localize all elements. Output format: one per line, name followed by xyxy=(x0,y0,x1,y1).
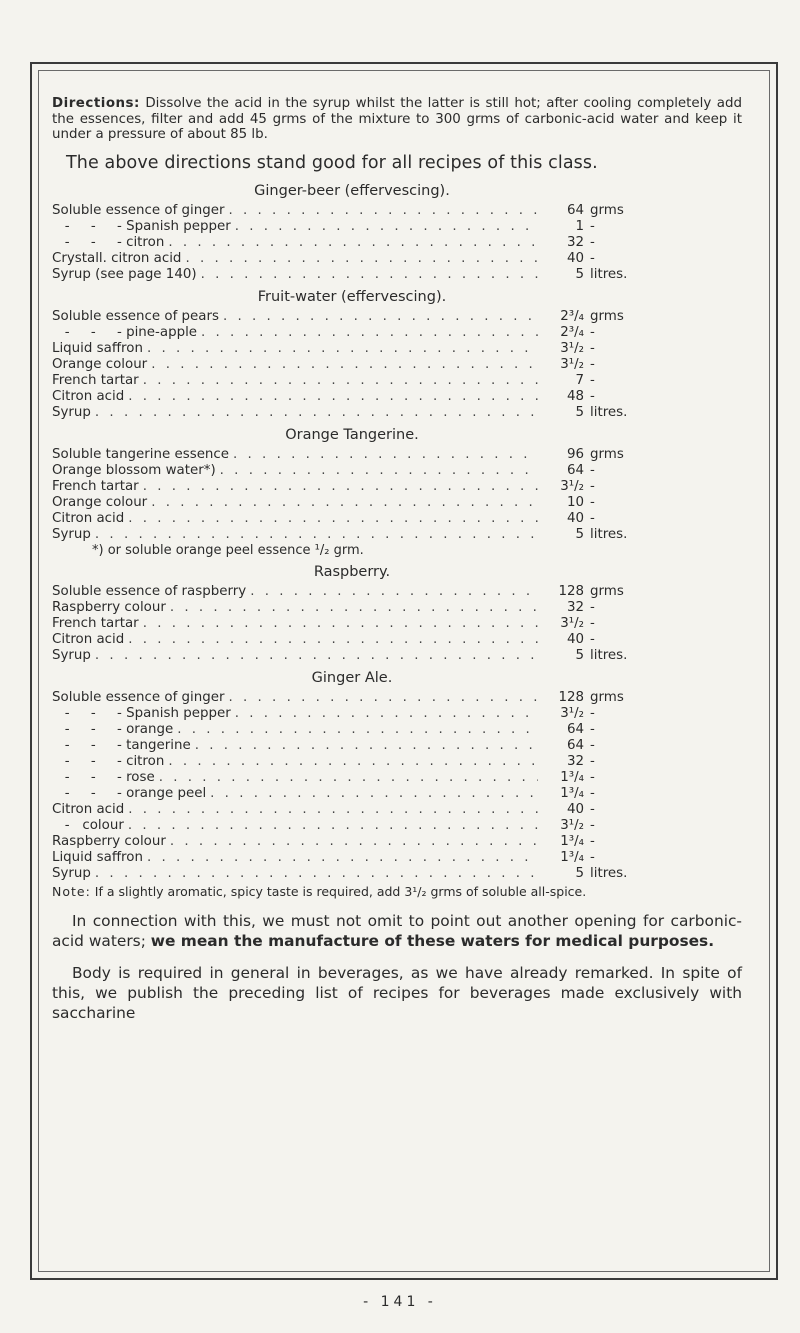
ingredient-name: Citron acid xyxy=(52,631,125,647)
ingredient-name: Soluble tangerine essence xyxy=(52,446,230,462)
leader-dots xyxy=(151,357,538,373)
ingredient-row xyxy=(52,341,652,357)
ingredient-name: Citron acid xyxy=(52,801,125,817)
ingredient-amount: 3¹/₂ xyxy=(560,356,584,372)
ingredient-unit: - xyxy=(590,721,595,737)
body-text-part2: Body is required in general in beverages, as we have already remarked. In spite of this, we publish the preceding list of recipes for beverages made exclusively with saccharine xyxy=(52,963,742,1022)
ingredient-row xyxy=(52,786,652,802)
leader-dots xyxy=(168,235,538,251)
ingredient-name: - - - orange peel xyxy=(52,785,207,801)
ingredient-unit: - xyxy=(590,324,595,340)
leader-dots xyxy=(147,341,538,357)
ingredient-row xyxy=(52,235,652,251)
ingredient-row xyxy=(52,389,652,405)
leader-dots xyxy=(170,834,538,850)
leader-dots xyxy=(170,600,538,616)
recipe-list xyxy=(52,183,742,882)
ingredient-name: Citron acid xyxy=(52,510,125,526)
ingredient-row xyxy=(52,267,652,283)
ingredient-amount: 3¹/₂ xyxy=(560,478,584,494)
leader-dots xyxy=(233,447,538,463)
leader-dots xyxy=(143,616,538,632)
ingredient-row xyxy=(52,527,652,543)
ingredient-amount: 1³/₄ xyxy=(560,833,584,849)
ingredient-unit: - xyxy=(590,817,595,833)
ingredient-name: - - - orange xyxy=(52,721,174,737)
ingredient-name: - - - rose xyxy=(52,769,155,785)
recipe-section xyxy=(52,183,742,283)
ingredient-name: Raspberry colour xyxy=(52,833,166,849)
ingredient-unit: - xyxy=(590,753,595,769)
ingredient-unit: grms xyxy=(590,446,624,462)
ingredient-amount: 10 xyxy=(566,494,584,510)
ingredient-unit: grms xyxy=(590,202,624,218)
ingredient-unit: - xyxy=(590,250,595,266)
leader-dots xyxy=(147,850,538,866)
leader-dots xyxy=(220,463,538,479)
ingredient-amount: 7 xyxy=(575,372,584,388)
ingredient-unit: litres. xyxy=(590,266,628,282)
ingredient-name: Citron acid xyxy=(52,388,125,404)
ingredient-unit: litres. xyxy=(590,526,628,542)
ingredient-row xyxy=(52,479,652,495)
leader-dots xyxy=(128,818,538,834)
leader-dots xyxy=(229,690,538,706)
ingredient-row xyxy=(52,584,652,600)
ingredient-unit: - xyxy=(590,388,595,404)
ingredient-unit: - xyxy=(590,769,595,785)
ingredient-row xyxy=(52,770,652,786)
ingredient-unit: - xyxy=(590,599,595,615)
ingredient-name: Syrup xyxy=(52,647,91,663)
body-text-part1: In connection with this, we must not omit to point out another opening for carbonic-acid waters; xyxy=(52,911,742,950)
ingredient-unit: - xyxy=(590,462,595,478)
section-headline: The above directions stand good for all recipes of this class. xyxy=(66,152,598,173)
ingredient-unit: - xyxy=(590,340,595,356)
ingredient-amount: 64 xyxy=(566,202,584,218)
ingredient-amount: 3¹/₂ xyxy=(560,615,584,631)
ingredient-amount: 5 xyxy=(575,647,584,663)
ingredient-name: - - - tangerine xyxy=(52,737,191,753)
ingredient-row xyxy=(52,706,652,722)
ingredient-name: Orange colour xyxy=(52,356,148,372)
recipe-title: Ginger Ale. xyxy=(311,669,393,686)
leader-dots xyxy=(168,754,538,770)
ingredient-row xyxy=(52,357,652,373)
ingredient-name: - colour xyxy=(52,817,124,833)
ingredient-row xyxy=(52,834,652,850)
ingredient-amount: 40 xyxy=(566,250,584,266)
ingredient-row xyxy=(52,373,652,389)
ingredient-name: French tartar xyxy=(52,372,139,388)
ingredient-unit: - xyxy=(590,849,595,865)
ingredient-amount: 128 xyxy=(558,689,584,705)
body-paragraph xyxy=(52,911,742,951)
ingredient-name: Crystall. citron acid xyxy=(52,250,182,266)
leader-dots xyxy=(128,511,538,527)
ingredient-row xyxy=(52,251,652,267)
leader-dots xyxy=(143,373,538,389)
ingredient-name: Syrup xyxy=(52,865,91,881)
ingredient-unit: litres. xyxy=(590,647,628,663)
ingredient-name: Soluble essence of ginger xyxy=(52,202,225,218)
ingredient-row xyxy=(52,447,652,463)
ingredient-amount: 3¹/₂ xyxy=(560,705,584,721)
ingredient-amount: 40 xyxy=(566,510,584,526)
ingredient-amount: 1³/₄ xyxy=(560,769,584,785)
leader-dots xyxy=(159,770,538,786)
ingredient-unit: - xyxy=(590,510,595,526)
ingredient-name: French tartar xyxy=(52,478,139,494)
ingredient-unit: - xyxy=(590,615,595,631)
ingredient-name: Raspberry colour xyxy=(52,599,166,615)
ingredient-unit: litres. xyxy=(590,865,628,881)
recipe-title: Orange Tangerine. xyxy=(285,426,419,443)
ingredient-amount: 128 xyxy=(558,583,584,599)
leader-dots xyxy=(128,802,538,818)
directions-paragraph xyxy=(52,96,742,143)
ingredient-row xyxy=(52,690,652,706)
ingredient-amount: 2³/₄ xyxy=(560,308,584,324)
ingredient-amount: 3¹/₂ xyxy=(560,340,584,356)
leader-dots xyxy=(201,325,538,341)
ingredient-row xyxy=(52,802,652,818)
note-text: If a slightly aromatic, spicy taste is required, add 3¹/₂ grms of soluble all-spice. xyxy=(90,883,587,899)
ingredient-amount: 1 xyxy=(575,218,584,234)
ingredient-row xyxy=(52,648,652,664)
ingredient-amount: 48 xyxy=(566,388,584,404)
recipe-section xyxy=(52,670,742,882)
ingredient-unit: litres. xyxy=(590,404,628,420)
ingredient-unit: - xyxy=(590,631,595,647)
ingredient-unit: - xyxy=(590,356,595,372)
ingredient-amount: 5 xyxy=(575,266,584,282)
ingredient-name: Orange blossom water*) xyxy=(52,462,216,478)
ingredient-unit: - xyxy=(590,478,595,494)
ingredient-amount: 5 xyxy=(575,865,584,881)
ingredient-name: - - - citron xyxy=(52,753,165,769)
ingredient-row xyxy=(52,511,652,527)
ingredient-row xyxy=(52,866,652,882)
ingredient-amount: 5 xyxy=(575,404,584,420)
leader-dots xyxy=(201,267,538,283)
leader-dots xyxy=(151,495,538,511)
ingredient-amount: 32 xyxy=(566,753,584,769)
ingredient-amount: 32 xyxy=(566,234,584,250)
directions-lead: Directions: xyxy=(52,96,140,111)
directions-text: Dissolve the acid in the syrup whilst the latter is still hot; after cooling completely add the essences, filter and add 45 grms of the mixture to 300 grms of carbonic-acid water and keep it under a pressure of about 85 lb. xyxy=(52,96,742,142)
ingredient-row xyxy=(52,463,652,479)
recipe-title: Raspberry. xyxy=(313,563,391,580)
ingredient-unit: - xyxy=(590,801,595,817)
page-number: - 141 - xyxy=(363,1294,437,1310)
ingredient-row xyxy=(52,405,652,421)
ingredient-row xyxy=(52,600,652,616)
ingredient-amount: 64 xyxy=(566,721,584,737)
recipe-section xyxy=(52,564,742,664)
leader-dots xyxy=(235,706,538,722)
ingredient-unit: - xyxy=(590,372,595,388)
page-content xyxy=(52,96,742,1023)
leader-dots xyxy=(229,203,538,219)
ingredient-row xyxy=(52,309,652,325)
ingredient-amount: 2³/₄ xyxy=(560,324,584,340)
leader-dots xyxy=(95,866,538,882)
ingredient-amount: 1³/₄ xyxy=(560,849,584,865)
ingredient-row xyxy=(52,818,652,834)
leader-dots xyxy=(95,648,538,664)
ingredient-amount: 32 xyxy=(566,599,584,615)
ingredient-name: - - - Spanish pepper xyxy=(52,705,231,721)
body-paragraph-2 xyxy=(52,963,742,1023)
ingredient-unit: - xyxy=(590,705,595,721)
leader-dots xyxy=(250,584,538,600)
ingredient-unit: - xyxy=(590,833,595,849)
ingredient-name: - - - Spanish pepper xyxy=(52,218,231,234)
ingredient-amount: 64 xyxy=(566,462,584,478)
ingredient-unit: - xyxy=(590,234,595,250)
note-label: Note: xyxy=(52,883,91,899)
leader-dots xyxy=(128,389,538,405)
ingredient-unit: grms xyxy=(590,583,624,599)
ingredient-row xyxy=(52,219,652,235)
leader-dots xyxy=(95,527,538,543)
leader-dots xyxy=(128,632,538,648)
ingredient-name: Syrup (see page 140) xyxy=(52,266,197,282)
note xyxy=(52,884,742,899)
recipe-title: Fruit-water (effervescing). xyxy=(257,288,447,305)
recipe-footnote: *) or soluble orange peel essence ¹/₂ grm. xyxy=(92,542,364,558)
ingredient-row xyxy=(52,325,652,341)
ingredient-name: Syrup xyxy=(52,526,91,542)
recipe-section xyxy=(52,427,742,558)
ingredient-name: - - - citron xyxy=(52,234,165,250)
ingredient-amount: 3¹/₂ xyxy=(560,817,584,833)
ingredient-row xyxy=(52,616,652,632)
recipe-section xyxy=(52,289,742,421)
recipe-title: Ginger-beer (effervescing). xyxy=(254,182,450,199)
ingredient-name: - - - pine-apple xyxy=(52,324,198,340)
ingredient-amount: 1³/₄ xyxy=(560,785,584,801)
ingredient-amount: 40 xyxy=(566,631,584,647)
ingredient-amount: 5 xyxy=(575,526,584,542)
leader-dots xyxy=(143,479,538,495)
ingredient-amount: 64 xyxy=(566,737,584,753)
ingredient-unit: - xyxy=(590,785,595,801)
ingredient-name: Liquid saffron xyxy=(52,340,143,356)
leader-dots xyxy=(235,219,538,235)
ingredient-name: Soluble essence of raspberry xyxy=(52,583,247,599)
ingredient-name: Orange colour xyxy=(52,494,148,510)
ingredient-name: Liquid saffron xyxy=(52,849,143,865)
ingredient-row xyxy=(52,850,652,866)
ingredient-unit: grms xyxy=(590,308,624,324)
leader-dots xyxy=(177,722,538,738)
body-text-bold: we mean the manufacture of these waters for medical purposes. xyxy=(150,931,715,950)
leader-dots xyxy=(95,405,538,421)
ingredient-name: Syrup xyxy=(52,404,91,420)
ingredient-row xyxy=(52,632,652,648)
ingredient-unit: grms xyxy=(590,689,624,705)
ingredient-row xyxy=(52,722,652,738)
ingredient-name: Soluble essence of pears xyxy=(52,308,219,324)
ingredient-row xyxy=(52,754,652,770)
ingredient-unit: - xyxy=(590,218,595,234)
leader-dots xyxy=(210,786,538,802)
leader-dots xyxy=(185,251,538,267)
leader-dots xyxy=(195,738,538,754)
ingredient-unit: - xyxy=(590,494,595,510)
ingredient-unit: - xyxy=(590,737,595,753)
ingredient-name: French tartar xyxy=(52,615,139,631)
ingredient-name: Soluble essence of ginger xyxy=(52,689,225,705)
ingredient-amount: 96 xyxy=(566,446,584,462)
ingredient-amount: 40 xyxy=(566,801,584,817)
ingredient-row xyxy=(52,738,652,754)
leader-dots xyxy=(223,309,538,325)
ingredient-row xyxy=(52,495,652,511)
ingredient-row xyxy=(52,203,652,219)
